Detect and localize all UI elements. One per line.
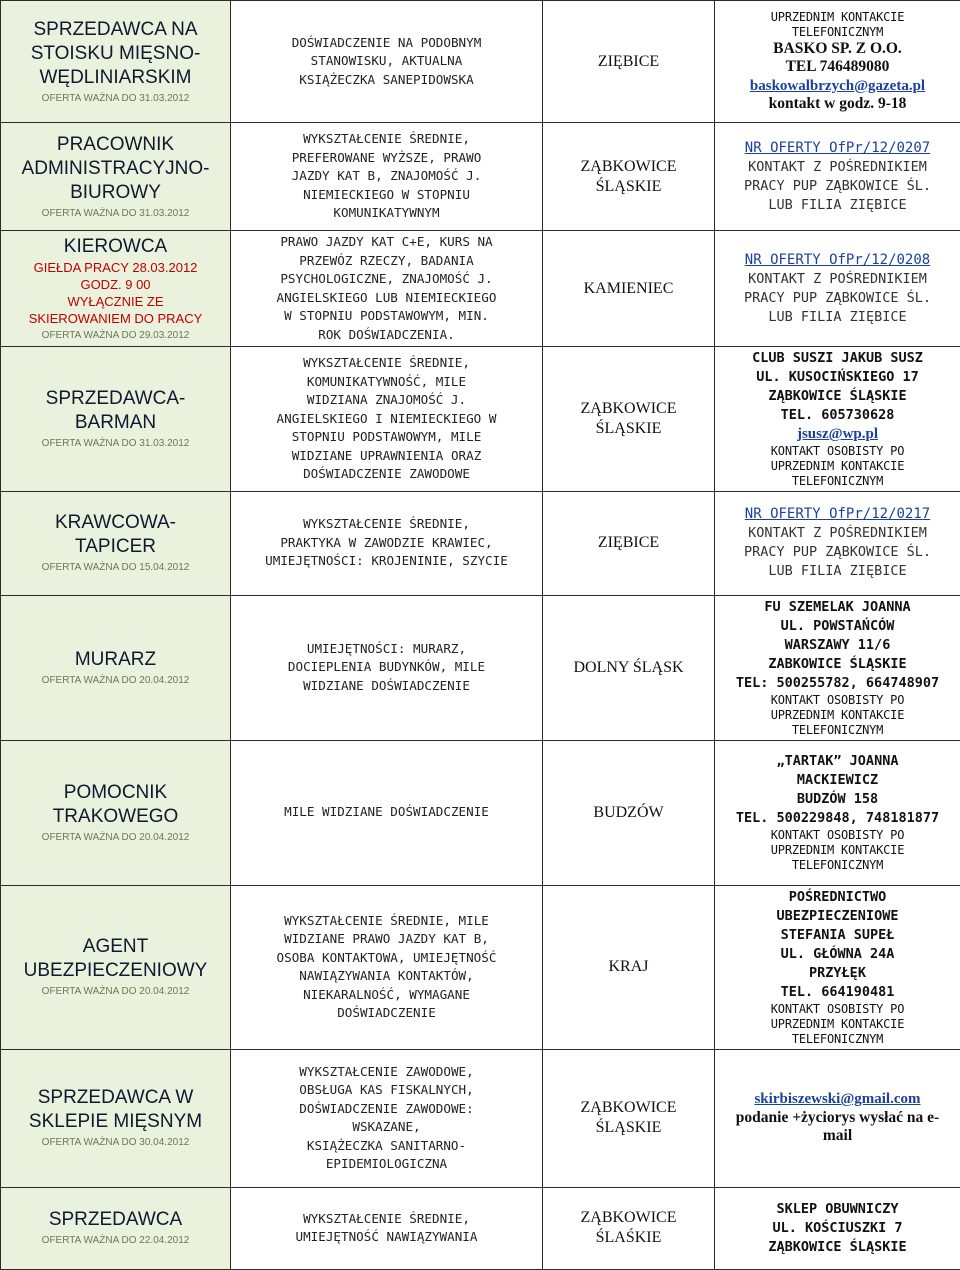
- contact-email-link[interactable]: baskowalbrzych@gazeta.pl: [719, 77, 956, 96]
- position-cell: [1, 740, 231, 885]
- contact-email-link[interactable]: skirbiszewski@gmail.com: [719, 1090, 956, 1109]
- contact-line: „TARTAK” JOANNA: [719, 752, 956, 771]
- requirement-line: UMIEJĘTNOŚCI: KROJENINIE, SZYCIE: [235, 552, 538, 571]
- requirement-line: NIEMIECKIEGO W STOPNIU: [235, 186, 538, 205]
- requirement-line: NAWIĄZYWANIA KONTAKTÓW,: [235, 967, 538, 986]
- location-line: ZĄBKOWICE: [547, 157, 710, 177]
- contact-line: TEL. 664190481: [719, 983, 956, 1002]
- job-offer-row: [1, 347, 960, 492]
- contact-line: UPRZEDNIM KONTAKCIE: [719, 843, 956, 858]
- offer-valid-until: OFERTA WAŻNA DO 20.04.2012: [5, 985, 226, 999]
- requirement-line: WIDZIANA ZNAJOMOŚĆ J.: [235, 391, 538, 410]
- location-cell: [543, 1, 715, 123]
- requirements-cell: [231, 1, 543, 123]
- contact-line: kontakt w godz. 9-18: [719, 95, 956, 114]
- location-line: KRAJ: [547, 957, 710, 977]
- requirement-line: OBSŁUGA KAS FISKALNYCH,: [235, 1081, 538, 1100]
- position-note: GIEŁDA PRACY 28.03.2012: [5, 259, 226, 276]
- requirement-line: W STOPNIU PODSTAWOWYM, MIN.: [235, 307, 538, 326]
- position-title: KRAWCOWA-: [5, 511, 226, 535]
- requirements-cell: [231, 491, 543, 595]
- requirement-line: UMIEJĘTNOŚCI: MURARZ,: [235, 640, 538, 659]
- location-cell: [543, 347, 715, 492]
- offer-number: NR OFERTY OfPr/12/0207: [719, 139, 956, 158]
- contact-line: TELEFONICZNYM: [719, 1032, 956, 1047]
- contact-line: TELEFONICZNYM: [719, 858, 956, 873]
- contact-line: BASKO SP. Z O.O.: [719, 40, 956, 59]
- position-cell: [1, 1, 231, 123]
- contact-line: POŚREDNICTWO: [719, 888, 956, 907]
- contact-line: TELEFONICZNYM: [719, 474, 956, 489]
- position-note: WYŁĄCZNIE ZE: [5, 293, 226, 310]
- location-line: ŚLĄSKIE: [547, 177, 710, 197]
- requirements-cell: [231, 1049, 543, 1187]
- position-cell: [1, 1049, 231, 1187]
- contact-cell: [715, 1, 960, 123]
- position-title: BIUROWY: [5, 181, 226, 205]
- contact-line: KONTAKT OSOBISTY PO: [719, 828, 956, 843]
- location-cell: [543, 123, 715, 231]
- position-cell: [1, 231, 231, 347]
- contact-line: KONTAKT OSOBISTY PO: [719, 444, 956, 459]
- contact-line: TEL: 500255782, 664748907: [719, 674, 956, 693]
- contact-line: UPRZEDNIM KONTAKCIE: [719, 708, 956, 723]
- position-cell: [1, 885, 231, 1049]
- contact-line: TELEFONICZNYM: [719, 25, 956, 40]
- contact-line: UPRZEDNIM KONTAKCIE: [719, 1017, 956, 1032]
- contact-line: LUB FILIA ZIĘBICE: [719, 562, 956, 581]
- location-cell: [543, 491, 715, 595]
- contact-line: KONTAKT OSOBISTY PO: [719, 693, 956, 708]
- job-offer-row: [1, 1049, 960, 1187]
- position-cell: [1, 595, 231, 740]
- contact-line: TEL 746489080: [719, 58, 956, 77]
- position-title: ADMINISTRACYJNO-: [5, 157, 226, 181]
- requirement-line: OSOBA KONTAKTOWA, UMIEJĘTNOŚĆ: [235, 949, 538, 968]
- requirement-line: WYKSZTAŁCENIE ŚREDNIE,: [235, 354, 538, 373]
- contact-line: UL. POWSTAŃCÓW: [719, 617, 956, 636]
- location-line: ZĄBKOWICE: [547, 1208, 710, 1228]
- contact-line: UPRZEDNIM KONTAKCIE: [719, 459, 956, 474]
- location-cell: [543, 231, 715, 347]
- contact-cell: [715, 347, 960, 492]
- contact-cell: [715, 123, 960, 231]
- position-title: POMOCNIK: [5, 781, 226, 805]
- requirements-cell: [231, 347, 543, 492]
- requirement-line: KSIĄŻECZKA SANITARNO-: [235, 1137, 538, 1156]
- contact-line: FU SZEMELAK JOANNA: [719, 598, 956, 617]
- job-offer-row: [1, 740, 960, 885]
- position-title: KIEROWCA: [5, 235, 226, 259]
- position-title: STOISKU MIĘSNO-: [5, 42, 226, 66]
- requirements-cell: [231, 1187, 543, 1269]
- requirement-line: PRAKTYKA W ZAWODZIE KRAWIEC,: [235, 534, 538, 553]
- job-offer-row: [1, 1187, 960, 1269]
- contact-line: ZABKOWICE ŚLĄSKIE: [719, 655, 956, 674]
- offer-valid-until: OFERTA WAŻNA DO 20.04.2012: [5, 674, 226, 688]
- position-title: MURARZ: [5, 648, 226, 672]
- offer-valid-until: OFERTA WAŻNA DO 20.04.2012: [5, 831, 226, 845]
- requirement-line: WYKSZTAŁCENIE ŚREDNIE,: [235, 130, 538, 149]
- requirement-line: NIEKARALNOŚĆ, WYMAGANE: [235, 986, 538, 1005]
- requirement-line: UMIEJĘTNOŚĆ NAWIĄZYWANIA: [235, 1228, 538, 1247]
- contact-line: podanie +życiorys wysłać na e-: [719, 1109, 956, 1128]
- contact-cell: [715, 885, 960, 1049]
- contact-line: KONTAKT OSOBISTY PO: [719, 1002, 956, 1017]
- contact-line: BUDZÓW 158: [719, 790, 956, 809]
- contact-line: SKLEP OBUWNICZY: [719, 1200, 956, 1219]
- requirement-line: DOŚWIADCZENIE NA PODOBNYM: [235, 34, 538, 53]
- contact-line: TEL. 500229848, 748181877: [719, 809, 956, 828]
- contact-line: KONTAKT Z POŚREDNIKIEM: [719, 158, 956, 177]
- contact-line: ZĄBKOWICE ŚLĄSKIE: [719, 1238, 956, 1257]
- contact-line: ZĄBKOWICE ŚLĄSKIE: [719, 387, 956, 406]
- position-title: TRAKOWEGO: [5, 805, 226, 829]
- contact-cell: [715, 740, 960, 885]
- job-offer-row: [1, 595, 960, 740]
- requirement-line: WIDZIANE UPRAWNIENIA ORAZ: [235, 447, 538, 466]
- requirement-line: WYKSZTAŁCENIE ZAWODOWE,: [235, 1063, 538, 1082]
- requirements-cell: [231, 740, 543, 885]
- position-cell: [1, 123, 231, 231]
- requirement-line: PRZEWÓZ RZECZY, BADANIA: [235, 252, 538, 271]
- contact-line: PRACY PUP ZĄBKOWICE ŚL.: [719, 289, 956, 308]
- requirements-cell: [231, 595, 543, 740]
- requirement-line: DOŚWIADCZENIE ZAWODOWE: [235, 465, 538, 484]
- offer-valid-until: OFERTA WAŻNA DO 15.04.2012: [5, 561, 226, 575]
- contact-cell: [715, 1049, 960, 1187]
- position-cell: [1, 1187, 231, 1269]
- contact-line: MACKIEWICZ: [719, 771, 956, 790]
- requirement-line: DOCIEPLENIA BUDYNKÓW, MILE: [235, 658, 538, 677]
- job-offer-row: [1, 885, 960, 1049]
- requirement-line: ROK DOŚWIADCZENIA.: [235, 326, 538, 345]
- location-line: ZĄBKOWICE: [547, 1098, 710, 1118]
- contact-line: UL. KUSOCIŃSKIEGO 17: [719, 368, 956, 387]
- requirements-cell: [231, 231, 543, 347]
- location-line: ZIĘBICE: [547, 52, 710, 72]
- requirements-cell: [231, 885, 543, 1049]
- position-note: SKIEROWANIEM DO PRACY: [5, 310, 226, 327]
- contact-cell: [715, 1187, 960, 1269]
- requirement-line: DOŚWIADCZENIE: [235, 1004, 538, 1023]
- requirement-line: WIDZIANE PRAWO JAZDY KAT B,: [235, 930, 538, 949]
- requirement-line: WSKAZANE,: [235, 1118, 538, 1137]
- location-cell: [543, 740, 715, 885]
- contact-line: LUB FILIA ZIĘBICE: [719, 196, 956, 215]
- location-line: ŚLAŚKIE: [547, 1228, 710, 1248]
- contact-email-link[interactable]: jsusz@wp.pl: [719, 425, 956, 444]
- position-title: TAPICER: [5, 535, 226, 559]
- requirement-line: WYKSZTAŁCENIE ŚREDNIE,: [235, 515, 538, 534]
- contact-line: KONTAKT Z POŚREDNIKIEM: [719, 524, 956, 543]
- job-offer-row: [1, 1, 960, 123]
- requirement-line: PREFEROWANE WYŻSZE, PRAWO: [235, 149, 538, 168]
- location-cell: [543, 595, 715, 740]
- location-line: ŚLĄSKIE: [547, 1118, 710, 1138]
- requirement-line: WYKSZTAŁCENIE ŚREDNIE, MILE: [235, 912, 538, 931]
- contact-line: STEFANIA SUPEŁ: [719, 926, 956, 945]
- offer-valid-until: OFERTA WAŻNA DO 31.03.2012: [5, 207, 226, 221]
- location-cell: [543, 1049, 715, 1187]
- position-title: AGENT: [5, 935, 226, 959]
- contact-line: PRACY PUP ZĄBKOWICE ŚL.: [719, 177, 956, 196]
- offer-valid-until: OFERTA WAŻNA DO 30.04.2012: [5, 1136, 226, 1150]
- contact-line: CLUB SUSZI JAKUB SUSZ: [719, 349, 956, 368]
- requirement-line: WIDZIANE DOŚWIADCZENIE: [235, 677, 538, 696]
- contact-line: PRACY PUP ZĄBKOWICE ŚL.: [719, 543, 956, 562]
- position-title: SKLEPIE MIĘSNYM: [5, 1110, 226, 1134]
- requirement-line: STOPNIU PODSTAWOWYM, MILE: [235, 428, 538, 447]
- requirement-line: EPIDEMIOLOGICZNA: [235, 1155, 538, 1174]
- contact-line: UPRZEDNIM KONTAKCIE: [719, 10, 956, 25]
- position-title: SPRZEDAWCA: [5, 1208, 226, 1232]
- requirement-line: KSIĄŻECZKA SANEPIDOWSKA: [235, 71, 538, 90]
- requirement-line: KOMUNIKATYWNOŚĆ, MILE: [235, 373, 538, 392]
- requirement-line: PSYCHOLOGICZNE, ZNAJOMOŚĆ J.: [235, 270, 538, 289]
- job-offer-row: [1, 123, 960, 231]
- offer-number: NR OFERTY OfPr/12/0208: [719, 251, 956, 270]
- job-offer-row: [1, 491, 960, 595]
- contact-line: TELEFONICZNYM: [719, 723, 956, 738]
- contact-line: PRZYŁĘK: [719, 964, 956, 983]
- requirement-line: ANGIELSKIEGO I NIEMIECKIEGO W: [235, 410, 538, 429]
- location-line: DOLNY ŚLĄSK: [547, 658, 710, 678]
- job-offer-row: [1, 231, 960, 347]
- location-cell: [543, 1187, 715, 1269]
- contact-cell: [715, 231, 960, 347]
- location-line: ZIĘBICE: [547, 533, 710, 553]
- offer-valid-until: OFERTA WAŻNA DO 31.03.2012: [5, 437, 226, 451]
- requirement-line: JAZDY KAT B, ZNAJOMOŚĆ J.: [235, 167, 538, 186]
- location-line: ŚLĄSKIE: [547, 419, 710, 439]
- offer-valid-until: OFERTA WAŻNA DO 29.03.2012: [5, 329, 226, 343]
- position-cell: [1, 347, 231, 492]
- offer-valid-until: OFERTA WAŻNA DO 22.04.2012: [5, 1234, 226, 1248]
- contact-line: UL. GŁÓWNA 24A: [719, 945, 956, 964]
- requirement-line: PRAWO JAZDY KAT C+E, KURS NA: [235, 233, 538, 252]
- requirement-line: DOŚWIADCZENIE ZAWODOWE:: [235, 1100, 538, 1119]
- location-cell: [543, 885, 715, 1049]
- job-offers-body: [1, 1, 960, 1270]
- position-title: SPRZEDAWCA NA: [5, 18, 226, 42]
- contact-line: mail: [719, 1127, 956, 1146]
- contact-line: KONTAKT Z POŚREDNIKIEM: [719, 270, 956, 289]
- offer-number: NR OFERTY OfPr/12/0217: [719, 505, 956, 524]
- position-title: SPRZEDAWCA W: [5, 1086, 226, 1110]
- offer-valid-until: OFERTA WAŻNA DO 31.03.2012: [5, 92, 226, 106]
- contact-line: UBEZPIECZENIOWE: [719, 907, 956, 926]
- contact-line: LUB FILIA ZIĘBICE: [719, 308, 956, 327]
- requirement-line: KOMUNIKATYWNYM: [235, 204, 538, 223]
- requirement-line: MILE WIDZIANE DOŚWIADCZENIE: [235, 803, 538, 822]
- contact-line: WARSZAWY 11/6: [719, 636, 956, 655]
- location-line: BUDZÓW: [547, 803, 710, 823]
- position-title: SPRZEDAWCA-: [5, 387, 226, 411]
- requirement-line: WYKSZTAŁCENIE ŚREDNIE,: [235, 1210, 538, 1229]
- contact-line: UL. KOŚCIUSZKI 7: [719, 1219, 956, 1238]
- position-title: PRACOWNIK: [5, 133, 226, 157]
- position-title: WĘDLINIARSKIM: [5, 66, 226, 90]
- position-cell: [1, 491, 231, 595]
- contact-cell: [715, 491, 960, 595]
- position-title: BARMAN: [5, 411, 226, 435]
- position-title: UBEZPIECZENIOWY: [5, 959, 226, 983]
- position-note: GODZ. 9 00: [5, 276, 226, 293]
- location-line: KAMIENIEC: [547, 279, 710, 299]
- requirements-cell: [231, 123, 543, 231]
- location-line: ZĄBKOWICE: [547, 399, 710, 419]
- requirement-line: STANOWISKU, AKTUALNA: [235, 52, 538, 71]
- contact-cell: [715, 595, 960, 740]
- requirement-line: ANGIELSKIEGO LUB NIEMIECKIEGO: [235, 289, 538, 308]
- contact-line: TEL. 605730628: [719, 406, 956, 425]
